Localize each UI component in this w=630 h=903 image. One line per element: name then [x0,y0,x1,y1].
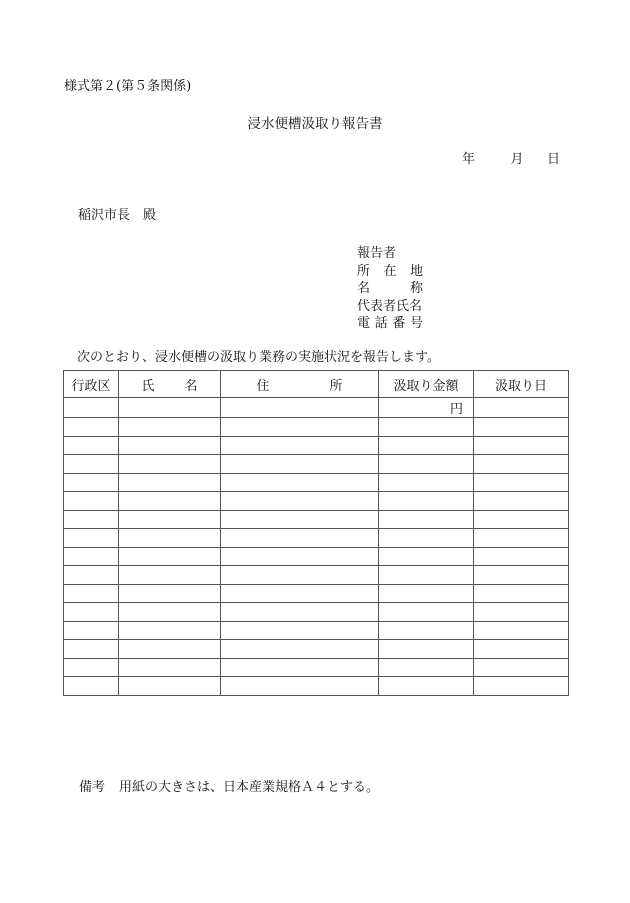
cell-address [221,621,379,640]
table-row [64,658,569,677]
table-row [64,547,569,566]
cell-amount: 円 [379,398,474,418]
cell-date [474,584,569,603]
cell-name [119,640,221,659]
cell-address [221,492,379,511]
cell-amount [379,603,474,622]
reporter-representative-label: 代表者氏名 [357,298,423,314]
table-row [64,492,569,511]
header-date: 汲取り日 [474,371,569,398]
cell-ward [64,455,119,474]
remarks-label: 備考 [79,780,106,795]
table-row [64,473,569,492]
header-amount: 汲取り金額 [379,371,474,398]
header-ward: 行政区 [64,371,119,398]
cell-address [221,510,379,529]
cell-name [119,566,221,585]
cell-ward [64,566,119,585]
table-row [64,584,569,603]
cell-name [119,677,221,696]
date-day-label: 日 [546,152,560,167]
cell-date [474,547,569,566]
reporter-block [357,245,423,333]
table-header-row [64,371,569,398]
cell-address [221,640,379,659]
cell-address [221,398,379,418]
cell-address [221,603,379,622]
header-address: 住 所 [221,371,379,398]
date-line [462,153,560,166]
intro-text: 次のとおり、浸水便槽の汲取り業務の実施状況を報告します。 [77,350,440,365]
cell-address [221,529,379,548]
cell-name [119,398,221,418]
cell-amount [379,436,474,455]
cell-ward [64,473,119,492]
cell-address [221,418,379,437]
cell-amount [379,455,474,474]
cell-amount [379,510,474,529]
cell-name [119,436,221,455]
reporter-phone-label: 電 話 番 号 [357,316,423,331]
cell-ward [64,529,119,548]
cell-name [119,603,221,622]
cell-amount [379,418,474,437]
cell-amount [379,640,474,659]
cell-ward [64,436,119,455]
cell-address [221,547,379,566]
date-month-label: 月 [510,152,524,167]
cell-address [221,658,379,677]
cell-address [221,436,379,455]
reporter-name-label: 名 称 [357,281,423,296]
cell-date [474,418,569,437]
cell-ward [64,492,119,511]
cell-date [474,658,569,677]
cell-ward [64,398,119,418]
cell-ward [64,547,119,566]
cell-amount [379,492,474,511]
report-table [63,370,569,696]
table-row [64,603,569,622]
cell-date [474,529,569,548]
cell-name [119,418,221,437]
table-row [64,455,569,474]
cell-date [474,455,569,474]
cell-address [221,473,379,492]
date-year-label: 年 [462,152,476,167]
table-row [64,566,569,585]
cell-amount [379,584,474,603]
cell-ward [64,640,119,659]
cell-amount [379,658,474,677]
cell-name [119,510,221,529]
remarks-text: 用紙の大きさは、日本産業規格Ａ４とする。 [119,780,380,795]
cell-address [221,677,379,696]
cell-name [119,492,221,511]
reporter-label: 報告者 [357,246,397,261]
cell-date [474,566,569,585]
table-row [64,398,569,418]
cell-ward [64,658,119,677]
table-row [64,529,569,548]
cell-date [474,492,569,511]
table-row [64,418,569,437]
cell-address [221,566,379,585]
cell-date [474,640,569,659]
cell-date [474,436,569,455]
cell-ward [64,510,119,529]
cell-ward [64,621,119,640]
cell-name [119,584,221,603]
document-title: 浸水便槽汲取り報告書 [247,116,383,132]
cell-ward [64,418,119,437]
cell-name [119,658,221,677]
reporter-address-label: 所 在 地 [357,263,423,279]
cell-amount [379,473,474,492]
cell-date [474,677,569,696]
cell-amount [379,529,474,548]
cell-name [119,455,221,474]
cell-date [474,603,569,622]
table-row [64,510,569,529]
table-row [64,621,569,640]
table-row [64,436,569,455]
cell-ward [64,677,119,696]
cell-name [119,621,221,640]
table-row [64,640,569,659]
header-name: 氏 名 [119,371,221,398]
cell-amount [379,566,474,585]
cell-ward [64,603,119,622]
cell-date [474,473,569,492]
cell-name [119,529,221,548]
remarks [79,781,379,794]
form-number: 様式第２(第５条関係) [64,79,192,94]
cell-address [221,455,379,474]
cell-name [119,473,221,492]
cell-amount [379,621,474,640]
addressee: 稲沢市長 殿 [78,208,157,223]
cell-amount [379,547,474,566]
cell-date [474,510,569,529]
cell-date [474,621,569,640]
cell-address [221,584,379,603]
cell-amount [379,677,474,696]
cell-date [474,398,569,418]
table-row [64,677,569,696]
cell-ward [64,584,119,603]
cell-name [119,547,221,566]
